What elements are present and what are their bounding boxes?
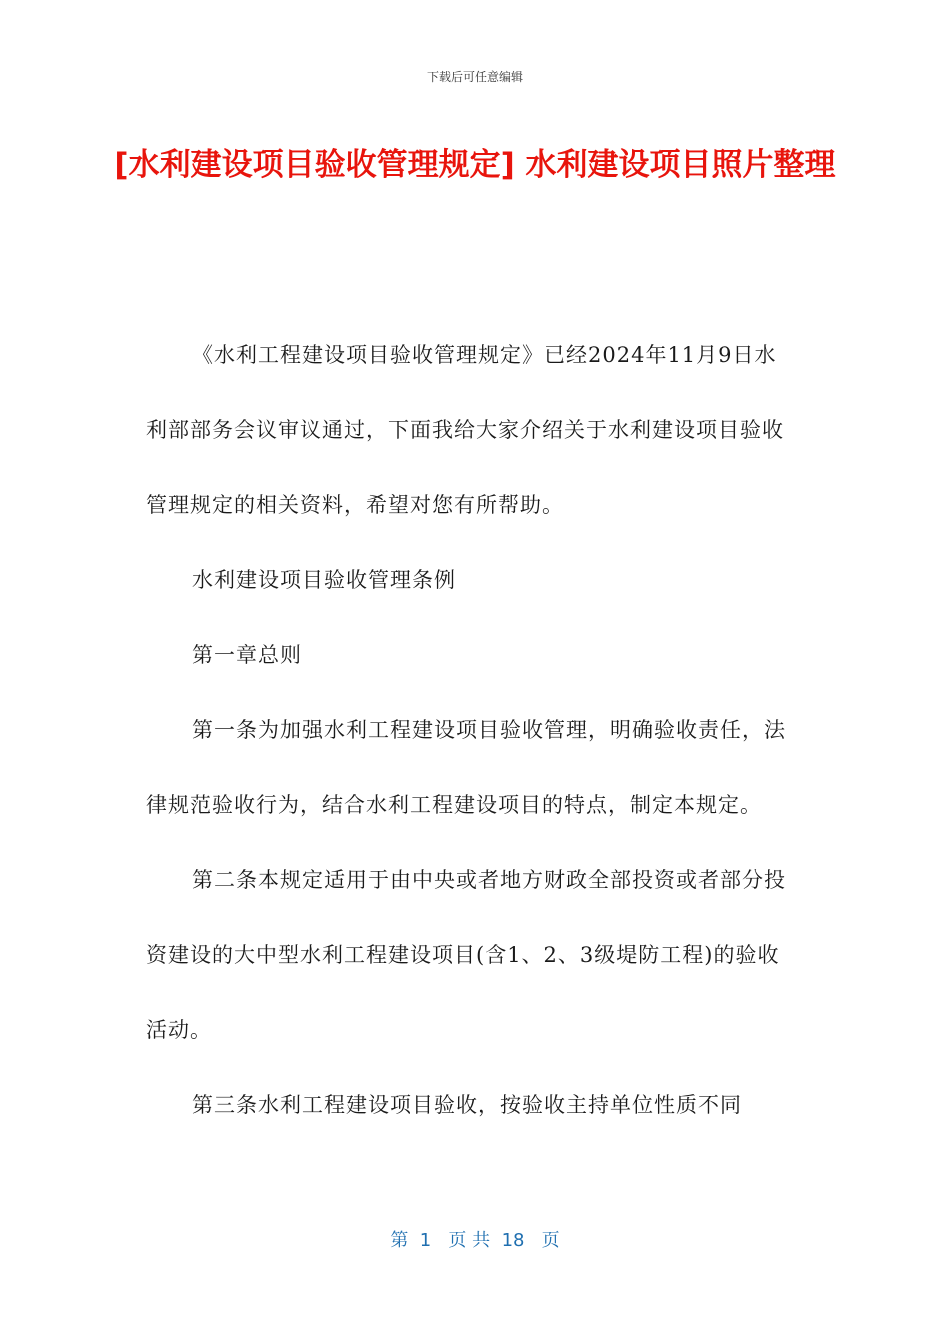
paragraph-article-1: 第一条为加强水利工程建设项目验收管理，明确验收责任，法律规范验收行为，结合水利工程建设项目的特点，制定本规定。 — [146, 718, 786, 817]
paragraph-chapter-heading: 第一章总则 — [192, 643, 302, 667]
paragraph-intro: 《水利工程建设项目验收管理规定》已经2024年11月9日水利部部务会议审议通过，下面我给大家介绍关于水利建设项目验收管理规定的相关资料，希望对您有所帮助。 — [146, 343, 784, 517]
header-note: 下载后可任意编辑 — [426, 70, 523, 84]
document-title: [水利建设项目验收管理规定] 水利建设项目照片整理 — [114, 147, 836, 183]
paragraph-regulation-name: 水利建设项目验收管理条例 — [192, 568, 456, 592]
document-body — [146, 318, 796, 1143]
page-footer: 第 1 页 共 18 页 — [390, 1230, 560, 1251]
paragraph-article-3: 第三条水利工程建设项目验收，按验收主持单位性质不同 — [192, 1093, 742, 1117]
paragraph-article-2: 第二条本规定适用于由中央或者地方财政全部投资或者部分投资建设的大中型水利工程建设项目(含1、2、3级堤防工程)的验收活动。 — [146, 868, 786, 1042]
